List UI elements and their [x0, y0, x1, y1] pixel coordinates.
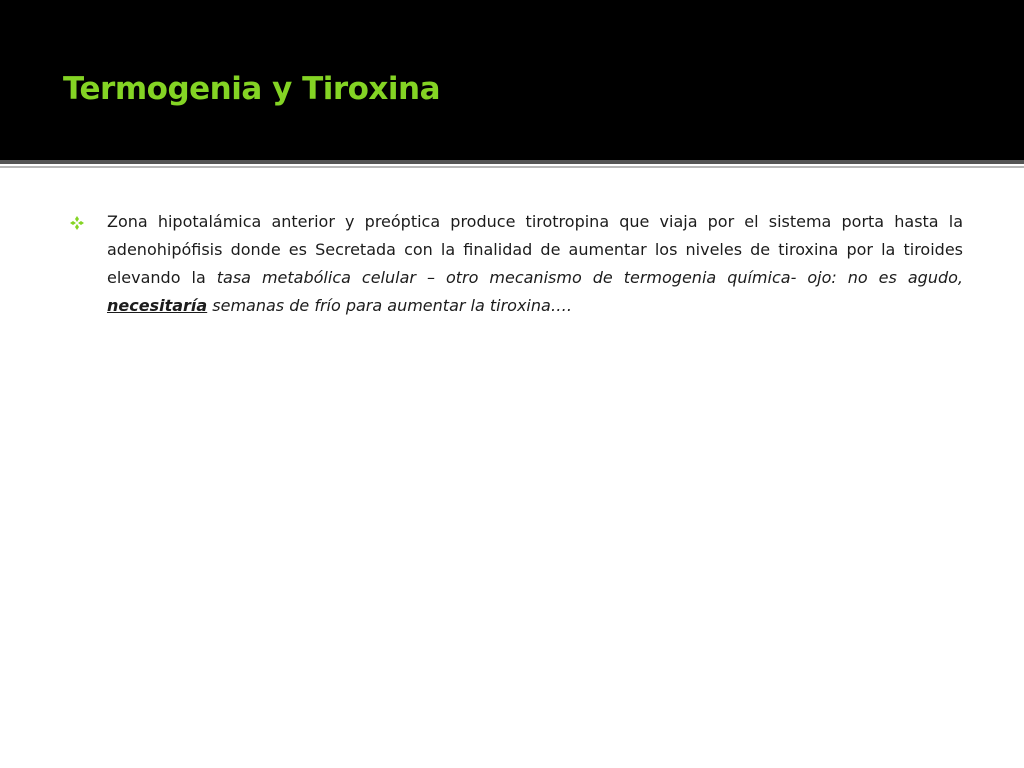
bullet-text-italic: tasa metabólica celular – otro mecanismo de termogenia química- ojo: no es agudo, — [216, 268, 963, 287]
bullet-text-plain: Zona hipotalámica anterior y preóptica produce tirotropina que viaja por el sistema porta hasta la adenohipófisis donde es Secretada con la finalidad de aumentar los niveles de tiroxina por la tiroides elevando la — [107, 212, 963, 287]
bullet-text-emphasis: necesitaría — [107, 296, 208, 315]
title-divider-dark — [0, 160, 1024, 164]
title-band — [0, 0, 1024, 160]
bullet-text-italic-end: semanas de frío para aumentar la tiroxina…. — [207, 296, 572, 315]
slide-body — [70, 208, 963, 320]
slide-title: Termogenia y Tiroxina — [63, 71, 441, 107]
bullet-text — [107, 208, 963, 320]
diamond-flower-icon — [70, 216, 84, 230]
title-divider-light — [0, 166, 1024, 168]
bullet-item — [70, 208, 963, 320]
